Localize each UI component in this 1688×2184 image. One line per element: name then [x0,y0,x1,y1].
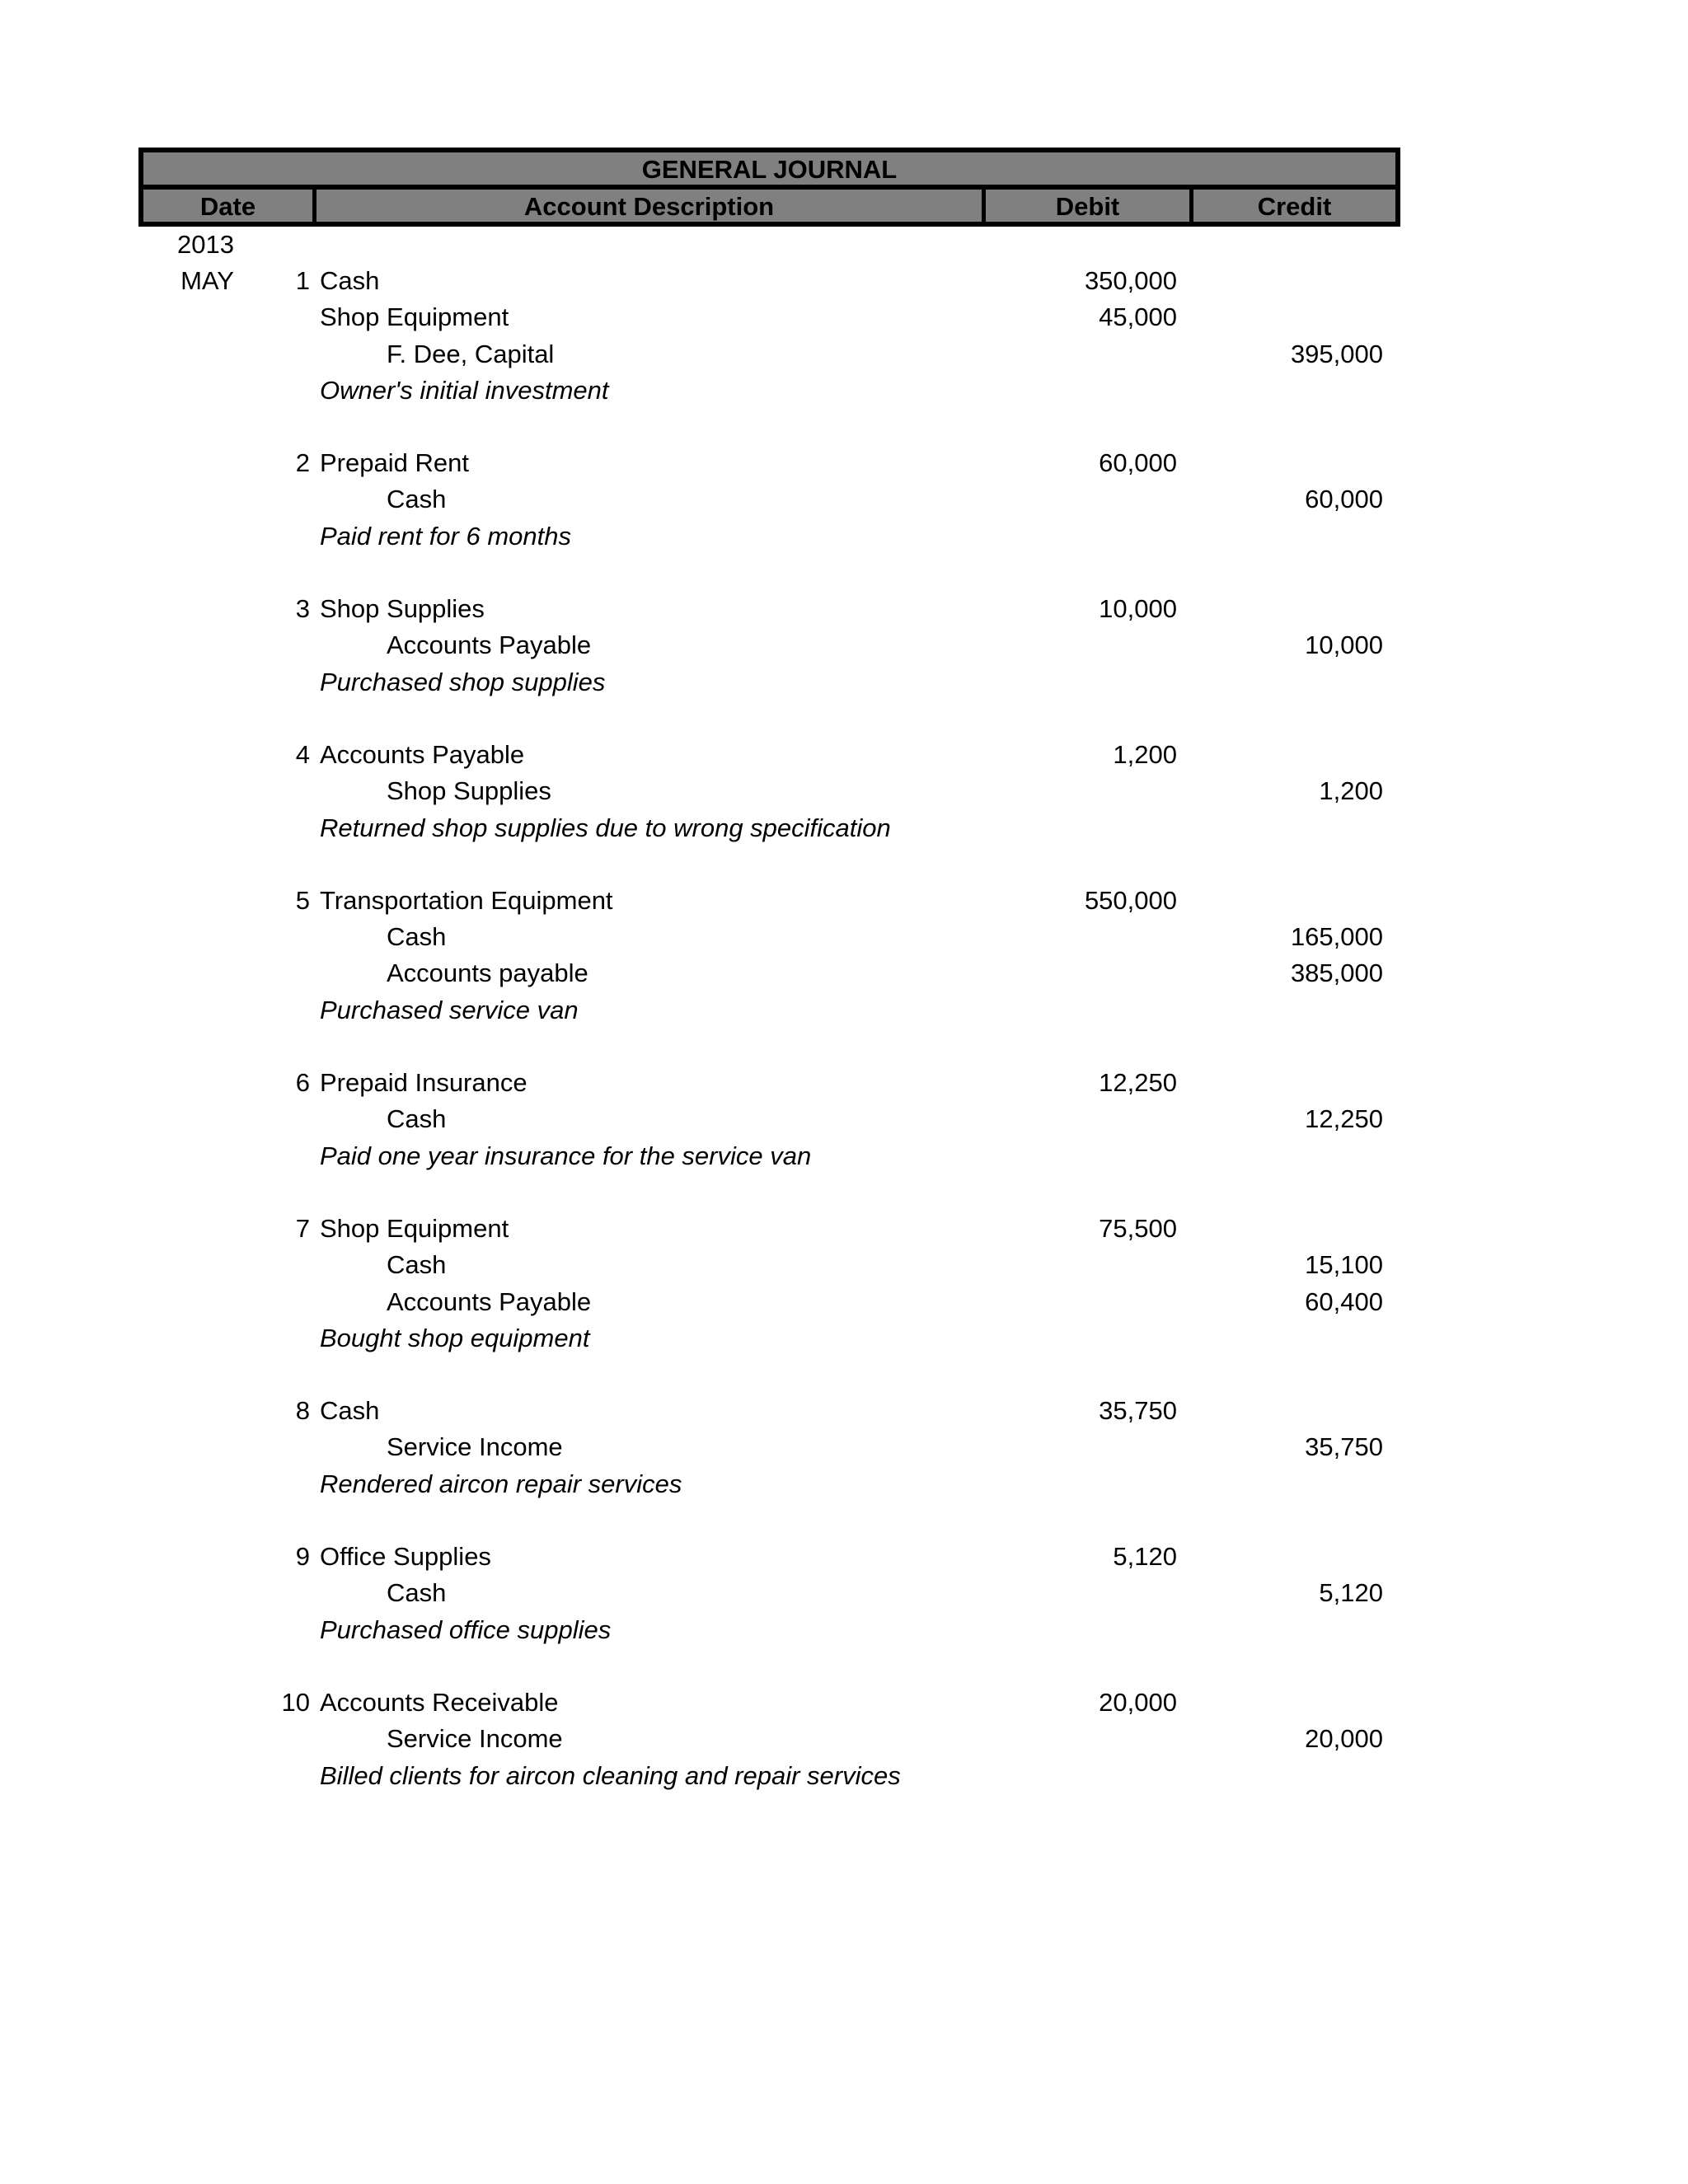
credit-account-name: Cash [387,922,447,952]
memo-line [138,518,1400,555]
journal-entry [138,737,1400,846]
credit-column-header: Credit [1257,192,1332,221]
credit-amount: 35,750 [1305,1432,1383,1462]
credit-amount: 1,200 [1319,776,1383,806]
entry-explanation: Purchased office supplies [320,1615,612,1644]
entry-day: 3 [295,594,310,624]
journal-entry [138,1211,1400,1357]
journal-entry [138,1065,1400,1174]
debit-amount: 5,120 [1113,1542,1177,1572]
journal-line [138,481,1400,518]
debit-amount: 75,500 [1099,1213,1177,1243]
debit-amount: 20,000 [1099,1687,1177,1717]
journal-entry [138,1539,1400,1648]
credit-account-name: Accounts Payable [387,1286,592,1316]
journal-line [138,591,1400,627]
journal-line [138,955,1400,991]
year-row [138,227,1400,263]
entry-day: 10 [281,1687,310,1717]
entry-day: 1 [295,266,310,295]
entry-day: 7 [295,1213,310,1243]
debit-amount: 60,000 [1099,448,1177,478]
journal-line [138,1284,1400,1320]
memo-line [138,1758,1400,1794]
debit-account-name: Cash [320,266,380,295]
entry-day: 2 [295,448,310,478]
journal-line [138,919,1400,955]
credit-account-name: Cash [387,1250,447,1280]
entry-explanation: Paid one year insurance for the service van [320,1141,812,1170]
entry-day: 5 [295,885,310,915]
credit-account-name: Service Income [387,1432,563,1462]
credit-amount: 60,000 [1305,485,1383,514]
memo-line [138,810,1400,846]
credit-amount: 385,000 [1290,958,1383,988]
journal-title-bar [138,148,1400,187]
debit-amount: 45,000 [1099,302,1177,332]
memo-line [138,664,1400,701]
entry-day: 9 [295,1542,310,1572]
journal-line [138,773,1400,809]
debit-account-name: Accounts Receivable [320,1687,559,1717]
credit-account-name: F. Dee, Capital [387,339,555,368]
entry-explanation: Owner's initial investment [320,375,609,405]
date-column-header: Date [143,190,316,222]
journal-line [138,1393,1400,1429]
account-description-column-header: Account Description [316,190,986,222]
journal-line [138,737,1400,773]
journal-line [138,1211,1400,1247]
memo-line [138,1138,1400,1174]
year-label: 2013 [177,230,234,259]
journal-entry [138,1393,1400,1502]
credit-account-name: Service Income [387,1724,563,1754]
journal-entry [138,591,1400,701]
entry-explanation: Paid rent for 6 months [320,521,571,551]
column-header-row [138,187,1400,227]
journal-line [138,299,1400,335]
journal-line [138,336,1400,373]
credit-amount: 5,120 [1319,1578,1383,1608]
debit-account-name: Office Supplies [320,1542,491,1572]
journal-line [138,263,1400,299]
memo-line [138,1466,1400,1502]
memo-line [138,1320,1400,1357]
debit-account-name: Transportation Equipment [320,885,613,915]
month-label: MAY [181,266,234,295]
memo-line [138,373,1400,409]
credit-amount: 165,000 [1290,922,1383,952]
journal-line [138,1101,1400,1137]
journal-entries [138,263,1400,1794]
debit-amount: 12,250 [1099,1068,1177,1098]
credit-amount: 12,250 [1305,1104,1383,1134]
entry-explanation: Bought shop equipment [320,1323,590,1352]
credit-account-name: Cash [387,1104,447,1134]
debit-account-name: Shop Equipment [320,1213,509,1243]
general-journal [138,148,1400,1830]
journal-line [138,627,1400,663]
debit-account-name: Shop Supplies [320,594,485,624]
journal-entry [138,263,1400,409]
debit-account-name: Shop Equipment [320,302,509,332]
journal-line [138,1575,1400,1611]
credit-amount: 60,400 [1305,1286,1383,1316]
debit-amount: 550,000 [1084,885,1177,915]
entry-day: 8 [295,1396,310,1426]
debit-column-header: Debit [986,190,1193,222]
entry-explanation: Rendered aircon repair services [320,1469,682,1498]
debit-account-name: Prepaid Insurance [320,1068,528,1098]
journal-entry [138,1685,1400,1794]
credit-account-name: Cash [387,485,447,514]
journal-entry [138,445,1400,555]
memo-line [138,1612,1400,1648]
journal-line [138,1429,1400,1465]
journal-line [138,1539,1400,1575]
journal-line [138,1721,1400,1757]
debit-amount: 1,200 [1113,739,1177,769]
entry-explanation: Purchased service van [320,995,579,1024]
credit-amount: 20,000 [1305,1724,1383,1754]
credit-account-name: Cash [387,1578,447,1608]
memo-line [138,992,1400,1029]
journal-entry [138,883,1400,1029]
entry-day: 4 [295,739,310,769]
entry-explanation: Billed clients for aircon cleaning and repair services [320,1760,901,1790]
credit-account-name: Accounts payable [387,958,588,988]
credit-amount: 395,000 [1290,339,1383,368]
entry-day: 6 [295,1068,310,1098]
debit-amount: 35,750 [1099,1396,1177,1426]
entry-explanation: Returned shop supplies due to wrong specification [320,813,891,842]
journal-title: GENERAL JOURNAL [641,155,898,184]
journal-line [138,1247,1400,1283]
journal-line [138,1685,1400,1721]
debit-account-name: Cash [320,1396,380,1426]
journal-line [138,445,1400,481]
credit-amount: 10,000 [1305,630,1383,660]
journal-line [138,883,1400,919]
credit-account-name: Accounts Payable [387,630,592,660]
journal-line [138,1065,1400,1101]
credit-amount: 15,100 [1305,1250,1383,1280]
debit-account-name: Accounts Payable [320,739,525,769]
credit-account-name: Shop Supplies [387,776,551,806]
entry-explanation: Purchased shop supplies [320,667,606,696]
debit-account-name: Prepaid Rent [320,448,469,478]
debit-amount: 10,000 [1099,594,1177,624]
debit-amount: 350,000 [1084,266,1177,295]
